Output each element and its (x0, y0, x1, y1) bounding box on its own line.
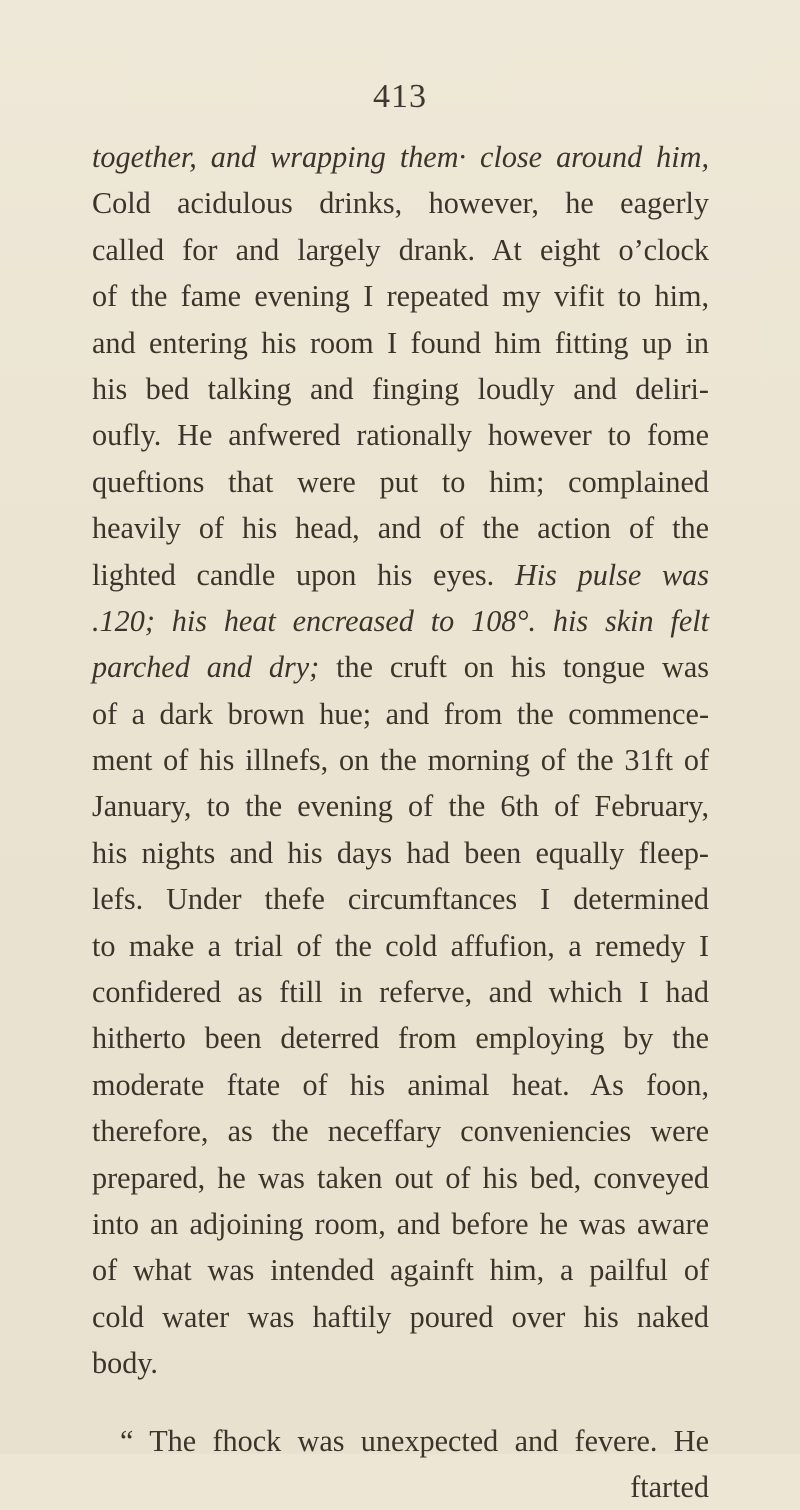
text-line: January, to the evening of the 6th of February, (92, 789, 709, 824)
text-line: .120; his heat encreased to 108°. his skin felt (92, 603, 709, 638)
text-line: to make a trial of the cold affufion, a remedy I (92, 928, 709, 963)
paragraph-gap (92, 1387, 709, 1418)
text-line: his nights and his days had been equally fleep- (92, 835, 709, 870)
catchword: ftarted (630, 1469, 709, 1504)
text-line: oufly. He anfwered rationally however to fome (92, 418, 709, 453)
text-line: lefs. Under thefe circumftances I determined (92, 882, 709, 917)
text-line: body. (92, 1346, 158, 1381)
text-line: queftions that were put to him; complained (92, 464, 709, 499)
page-number: 413 (373, 78, 427, 115)
text-line: lighted candle upon his eyes. His pulse was (92, 557, 710, 592)
text-line: prepared, he was taken out of his bed, conveyed (92, 1160, 709, 1195)
text-line: therefore, as the neceffary conveniencies were (92, 1114, 709, 1149)
text-line: heavily of his head, and of the action of the (92, 511, 709, 546)
text-line: confidered as ftill in referve, and which I had (92, 975, 709, 1010)
paragraph-2 (92, 1418, 709, 1510)
text-line: moderate ftate of his animal heat. As foon, (92, 1067, 709, 1102)
text-line: into an adjoining room, and before he was aware (92, 1206, 709, 1241)
text-line: of the fame evening I repeated my vifit to him, (92, 279, 709, 314)
text-line: together, and wrapping them· close around him, (92, 140, 709, 174)
text-line: hitherto been deterred from employing by the (92, 1021, 709, 1056)
text-line: of a dark brown hue; and from the commence- (92, 696, 709, 731)
paragraph-2-line: “ The fhock was unexpected and fevere. He (120, 1423, 709, 1458)
text-line: called for and largely drank. At eight o’clock (92, 232, 709, 267)
text-line: parched and dry; the cruft on his tongue was (92, 650, 710, 685)
text-line: ment of his illnefs, on the morning of the 31ft of (92, 743, 709, 778)
text-line: cold water was haftily poured over his naked (92, 1299, 709, 1334)
body-text (92, 134, 709, 1510)
paragraph-1 (92, 134, 709, 1387)
text-line: and entering his room I found him fitting up in (92, 325, 709, 360)
text-line: Cold acidulous drinks, however, he eagerly (92, 186, 709, 221)
text-line: of what was intended againft him, a pailful of (92, 1253, 709, 1288)
text-line: his bed talking and finging loudly and deliri- (92, 371, 709, 406)
